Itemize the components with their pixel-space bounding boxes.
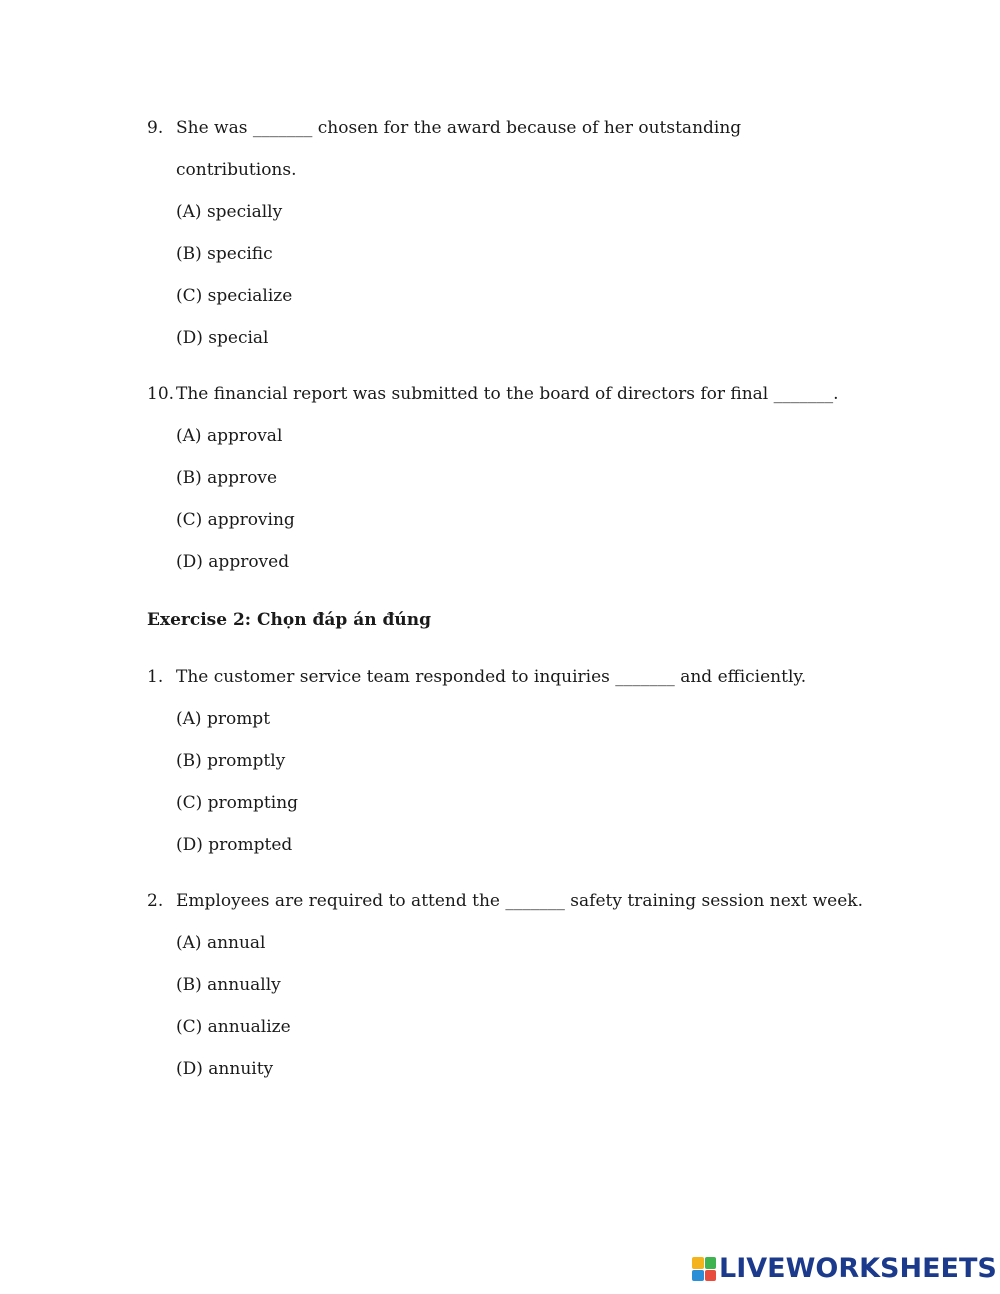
- question-9-text: [147, 117, 741, 139]
- option-b[interactable]: (B) specific: [176, 244, 273, 264]
- option-d[interactable]: (D) annuity: [176, 1059, 274, 1079]
- option-c[interactable]: (C) specialize: [176, 286, 293, 306]
- option-a[interactable]: (A) prompt: [176, 709, 271, 729]
- question-10-text: [147, 383, 839, 405]
- question-number: 10.: [147, 384, 175, 404]
- logo-square: [692, 1270, 704, 1282]
- exercise-2-question-2-text: [147, 890, 863, 912]
- question-stem: The financial report was submitted to the board of directors for final _______.: [176, 384, 839, 404]
- option-c[interactable]: (C) prompting: [176, 793, 299, 813]
- logo-text: LIVEWORKSHEETS: [719, 1253, 997, 1284]
- option-b[interactable]: (B) approve: [176, 468, 278, 488]
- question-number: 1.: [147, 667, 164, 687]
- exercise-2-question-1-text: [147, 666, 806, 688]
- liveworksheets-logo[interactable]: [692, 1254, 997, 1284]
- question-stem: The customer service team responded to inquiries _______ and efficiently.: [176, 667, 807, 687]
- option-b[interactable]: (B) promptly: [176, 751, 286, 771]
- option-c[interactable]: (C) approving: [176, 510, 295, 530]
- option-b[interactable]: (B) annually: [176, 975, 281, 995]
- option-d[interactable]: (D) special: [176, 328, 269, 348]
- logo-square: [705, 1270, 717, 1282]
- option-a[interactable]: (A) approval: [176, 426, 283, 446]
- logo-mark-icon: [692, 1257, 716, 1281]
- option-d[interactable]: (D) prompted: [176, 835, 293, 855]
- question-stem: Employees are required to attend the _______ safety training session next week.: [176, 891, 863, 911]
- option-a[interactable]: (A) specially: [176, 202, 283, 222]
- question-9-continuation: contributions.: [176, 160, 297, 180]
- option-d[interactable]: (D) approved: [176, 552, 290, 572]
- logo-square: [705, 1257, 717, 1269]
- question-number: 2.: [147, 891, 164, 911]
- question-stem: She was _______ chosen for the award because of her outstanding: [176, 118, 742, 138]
- logo-square: [692, 1257, 704, 1269]
- exercise-2-heading: Exercise 2: Chọn đáp án đúng: [147, 610, 432, 630]
- question-number: 9.: [147, 118, 164, 138]
- option-c[interactable]: (C) annualize: [176, 1017, 291, 1037]
- option-a[interactable]: (A) annual: [176, 933, 266, 953]
